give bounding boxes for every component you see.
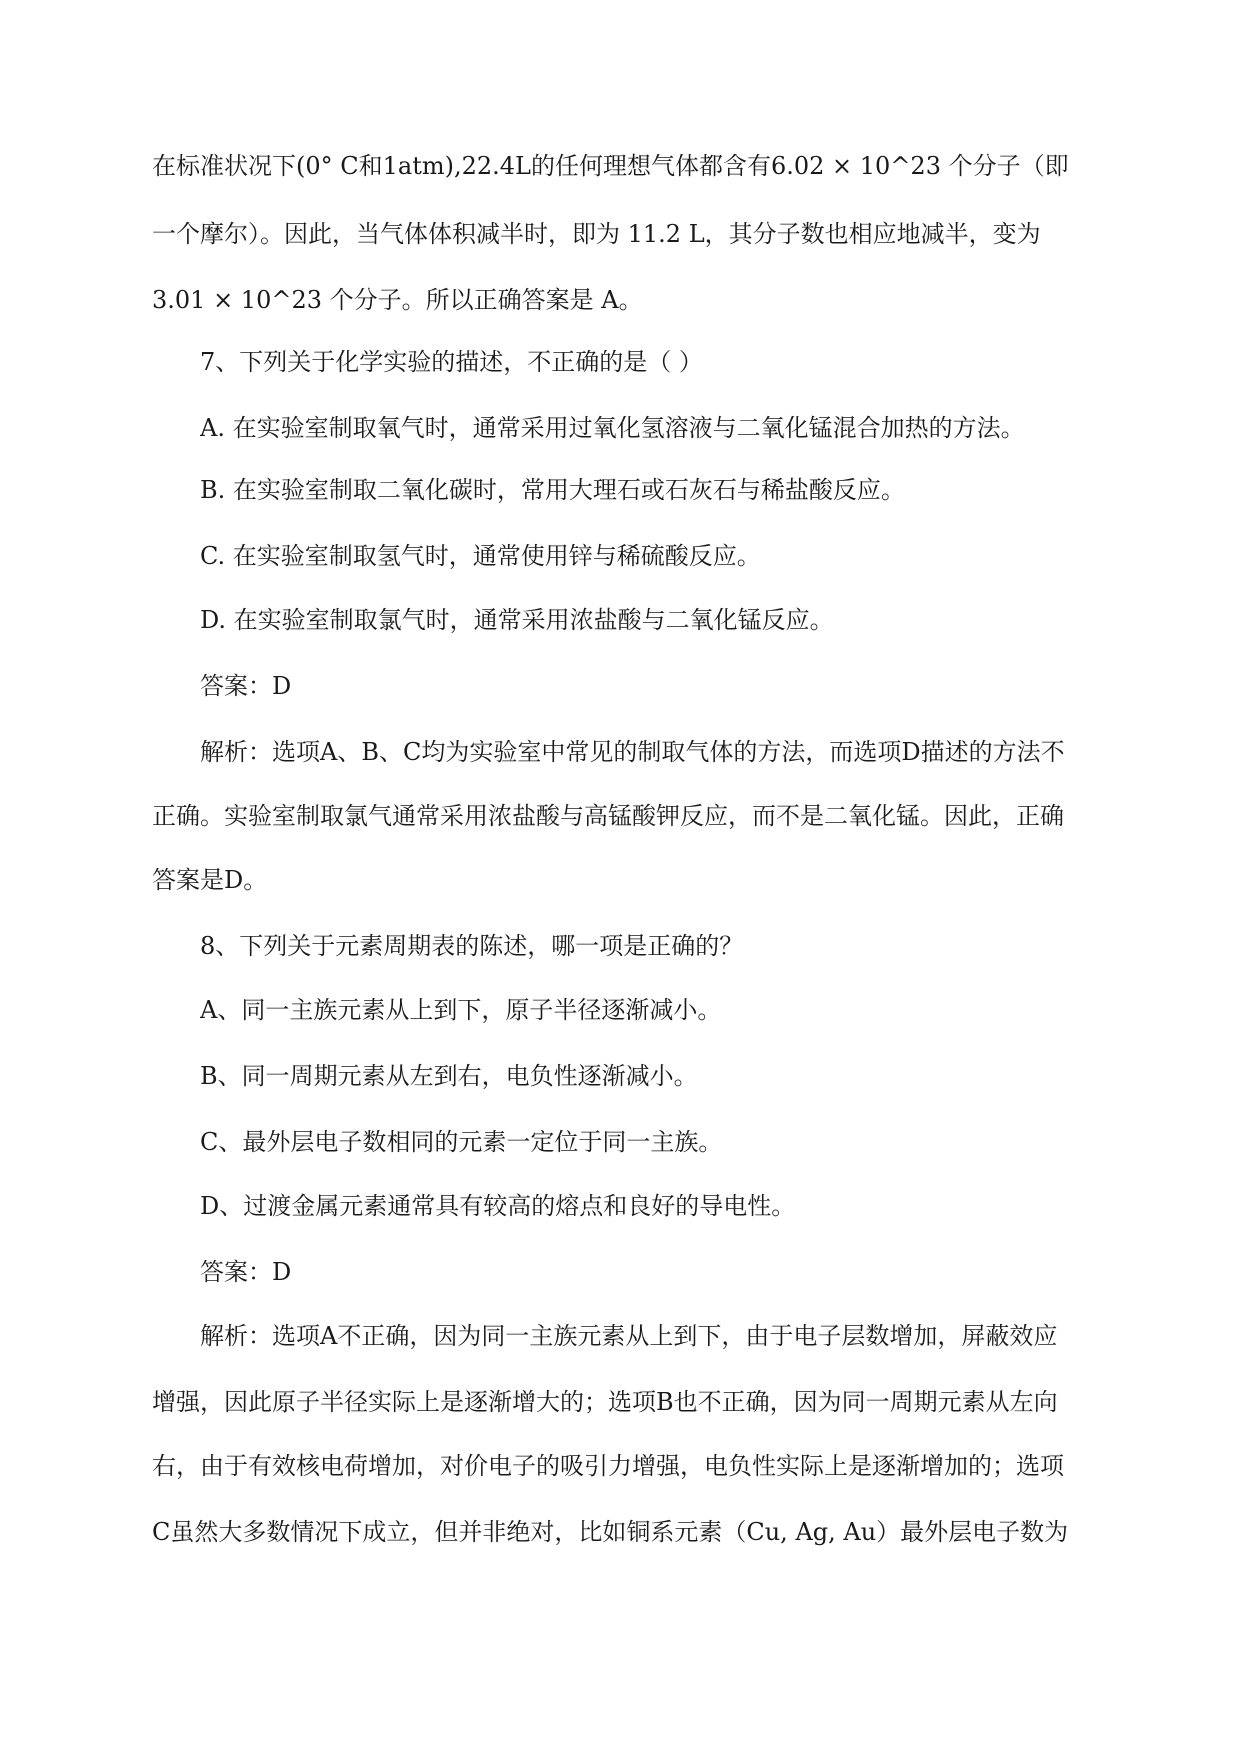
question-8-option-a: A、同一主族元素从上到下，原子半径逐渐减小。 [200,996,722,1024]
question-8-option-c: C、最外层电子数相同的元素一定位于同一主族。 [200,1128,723,1156]
text-line-explanation-6-part-1: 在标准状况下(0° C和1atm),22.4L的任何理想气体都含有6.02 × 10^23 个分子（即 [152,152,1069,180]
question-8-explanation-part-4: C虽然大多数情况下成立，但并非绝对，比如铜系元素（Cu, Ag, Au）最外层电子数为 [152,1518,1069,1546]
question-8-explanation-part-1: 解析：选项A不正确，因为同一主族元素从上到下，由于电子层数增加，屏蔽效应 [200,1322,1058,1350]
question-7-answer: 答案：D [200,672,292,700]
question-7-stem: 7、下列关于化学实验的描述，不正确的是（ ） [200,348,703,376]
question-8-answer: 答案：D [200,1258,292,1286]
question-7-option-b: B. 在实验室制取二氧化碳时，常用大理石或石灰石与稀盐酸反应。 [200,476,905,504]
question-7-option-c: C. 在实验室制取氢气时，通常使用锌与稀硫酸反应。 [200,542,761,570]
question-7-option-d: D. 在实验室制取氯气时，通常采用浓盐酸与二氧化锰反应。 [200,606,834,634]
question-7-option-a: A. 在实验室制取氧气时，通常采用过氧化氢溶液与二氧化锰混合加热的方法。 [200,414,1025,442]
question-8-option-b: B、同一周期元素从左到右，电负性逐渐减小。 [200,1062,698,1090]
text-line-explanation-6-part-3: 3.01 × 10^23 个分子。所以正确答案是 A。 [152,286,643,314]
question-8-stem: 8、下列关于元素周期表的陈述，哪一项是正确的？ [200,932,744,960]
question-8-option-d: D、过渡金属元素通常具有较高的熔点和良好的导电性。 [200,1192,796,1220]
question-8-explanation-part-2: 增强，因此原子半径实际上是逐渐增大的；选项B也不正确，因为同一周期元素从左向 [152,1388,1058,1416]
question-7-explanation-part-3: 答案是D。 [152,866,268,894]
question-7-explanation-part-2: 正确。实验室制取氯气通常采用浓盐酸与高锰酸钾反应，而不是二氧化锰。因此，正确 [152,802,1064,830]
question-8-explanation-part-3: 右，由于有效核电荷增加，对价电子的吸引力增强，电负性实际上是逐渐增加的；选项 [152,1452,1064,1480]
question-7-explanation-part-1: 解析：选项A、B、C均为实验室中常见的制取气体的方法，而选项D描述的方法不 [200,738,1065,766]
text-line-explanation-6-part-2: 一个摩尔）。因此，当气体体积减半时，即为 11.2 L，其分子数也相应地减半，变为 [152,220,1041,248]
